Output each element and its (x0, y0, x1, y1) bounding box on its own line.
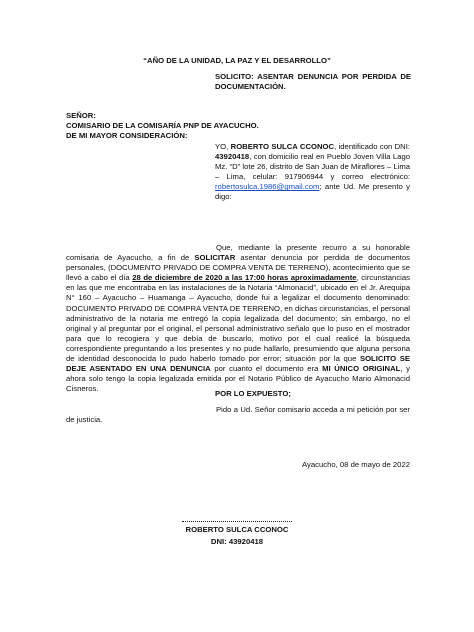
body-text-1: Que, mediante la presente recurro a su honorable comisaria de Ayacucho, a fin de (66, 243, 410, 263)
intro-dni: 43920418 (215, 152, 250, 162)
body-solicitar: SOLICITAR (194, 253, 236, 263)
year-heading: “AÑO DE LA UNIDAD, LA PAZ Y EL DESARROLLO” (143, 56, 331, 65)
place-date: Ayacucho, 08 de mayo de 2022 (302, 460, 410, 469)
body-date-time: 28 de diciembre de 2020 a las 17:00 horas aproximadamente (132, 273, 357, 283)
body-text-4: por cuanto el documento era (214, 364, 319, 374)
intro-text-3: ; ante Ud. Me presento y digo: (215, 182, 410, 202)
intro-paragraph (215, 142, 410, 203)
addressee-block (66, 111, 406, 141)
signature-line (182, 521, 292, 522)
petition-text: Pido a Ud. Señor comisario acceda a mi petición por ser de justicia. (66, 405, 410, 425)
intro-text-2: , con domicilio real en Pueblo Joven Villa Lago Mz. “D” lote 26, distrito de San Juan de Miraflores – Lima – Lima, celular: 917906944 y correo electrónico: (215, 152, 410, 182)
body-text-5: , y ahora solo tengo la copia legalizada emitida por el Notario Público de Ayacucho Mario Almonacid Cisneros. (66, 364, 410, 394)
body-text-3: , circunstancias en las que me encontraba en las instalaciones de la Notaria “Almonacid”, ubicado en el Jr. Arequipa N° 160 – Ayacucho – Huamanga – Ayacucho, donde fui a legalizar el documento denominado: DOCUMENTO PRIVADO DE COMPRA VENTA DE TERRENO, en dichas circunstancias, el personal administrativo de la notaria me entregó la copia legalizada del documento; sin embargo, no el original y al preguntar por el original, el personal administrativo señalo que lo puso en el mostrador para que lo recogiera y que debía de buscarlo, motivo por el cual realicé la búsqueda correspondiente preguntando a los presentes y no pude hallarlo, presumiendo que alguna persona de identidad desconocida lo pudo haberlo tomado por error; situación por la que (66, 273, 410, 364)
petition-paragraph (66, 405, 410, 425)
email-link[interactable]: robertosulca.1986@gmail.com (215, 182, 320, 192)
body-bold-request: SOLICITO SE DEJE ASENTADO EN UNA DENUNCIA (66, 354, 410, 374)
intro-yo: YO, (215, 142, 229, 151)
body-paragraph (66, 243, 410, 394)
addressee-title: COMISARIO DE LA COMISARÍA PNP DE AYACUCHO. (66, 121, 259, 131)
addressee-consideration: DE MI MAYOR CONSIDERACIÓN: (66, 131, 188, 141)
body-text-2: asentar denuncia por perdida de documentos personales, (DOCUMENTO PRIVADO DE COMPRA VENTA DE TERRENO), acontecimiento que se llevó a cabo el día (66, 253, 411, 283)
intro-name: ROBERTO SULCA CCONOC (230, 142, 335, 151)
addressee-salutation: SEÑOR: (66, 111, 96, 120)
solicito-line: SOLICITO: ASENTAR DENUNCIA POR PERDIDA DE DOCUMENTACIÓN. (215, 72, 411, 92)
body-bold-original: MI ÚNICO ORIGINAL (322, 364, 401, 374)
intro-text-1: , identificado con DNI: (334, 142, 410, 151)
por-lo-expuesto: POR LO EXPUESTO; (215, 389, 291, 398)
signature-dni: DNI: 43920418 (210, 537, 264, 546)
signature-name: ROBERTO SULCA CCONOC (185, 525, 289, 534)
